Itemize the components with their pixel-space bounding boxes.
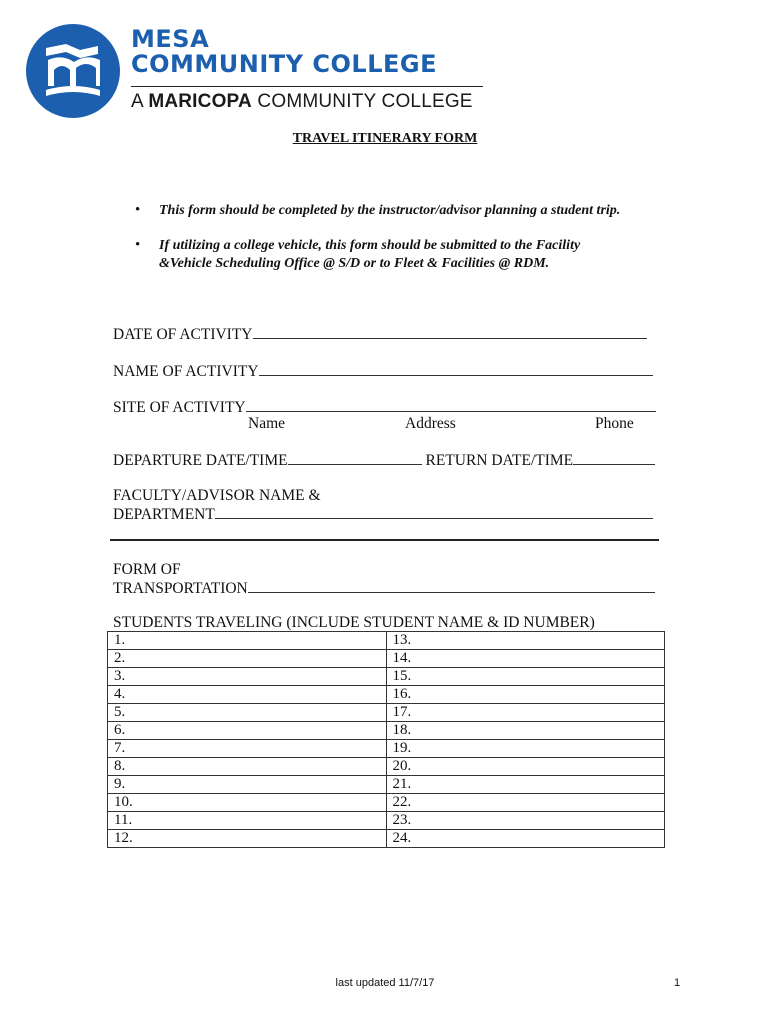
student-cell[interactable]: 5. xyxy=(108,704,387,722)
student-cell[interactable]: 21. xyxy=(386,776,665,794)
student-cell[interactable]: 4. xyxy=(108,686,387,704)
site-of-activity-label: SITE OF ACTIVITY xyxy=(113,399,246,416)
student-cell[interactable]: 14. xyxy=(386,650,665,668)
student-cell[interactable]: 12. xyxy=(108,830,387,848)
table-row xyxy=(108,686,665,704)
name-of-activity-field[interactable] xyxy=(113,362,653,381)
students-heading: STUDENTS TRAVELING (INCLUDE STUDENT NAME & ID NUMBER) xyxy=(113,614,595,631)
departure-return-row xyxy=(113,451,655,470)
faculty-blank[interactable] xyxy=(215,505,653,519)
student-cell[interactable]: 20. xyxy=(386,758,665,776)
student-cell[interactable]: 15. xyxy=(386,668,665,686)
transport-blank[interactable] xyxy=(248,579,655,593)
faculty-field[interactable] xyxy=(113,505,653,524)
departure-blank[interactable] xyxy=(288,451,422,465)
brand-name-line2: COMMUNITY COLLEGE xyxy=(131,50,437,78)
student-cell[interactable]: 22. xyxy=(386,794,665,812)
student-cell[interactable]: 2. xyxy=(108,650,387,668)
faculty-label-line2: DEPARTMENT xyxy=(113,506,215,523)
student-cell[interactable]: 8. xyxy=(108,758,387,776)
table-row xyxy=(108,668,665,686)
faculty-label-line1: FACULTY/ADVISOR NAME & xyxy=(113,487,321,504)
site-sub-name: Name xyxy=(248,415,286,432)
last-updated-note: last updated 11/7/17 xyxy=(335,977,435,989)
page-number: 1 xyxy=(674,977,681,989)
student-cell[interactable]: 9. xyxy=(108,776,387,794)
student-cell[interactable]: 23. xyxy=(386,812,665,830)
section-divider xyxy=(110,539,659,541)
table-row xyxy=(108,704,665,722)
date-of-activity-label: DATE OF ACTIVITY xyxy=(113,326,253,343)
bullet-icon: • xyxy=(135,202,141,218)
instruction-2: If utilizing a college vehicle, this form should be submitted to the Facility &Vehicle Scheduling Office @ S/D or to Fleet & Facilities @ RDM. xyxy=(159,238,581,271)
student-cell[interactable]: 6. xyxy=(108,722,387,740)
departure-label: DEPARTURE DATE/TIME xyxy=(113,452,288,469)
transport-label-line2: TRANSPORTATION xyxy=(113,580,248,597)
students-table xyxy=(107,631,665,848)
brand-subtitle xyxy=(131,90,473,114)
student-cell[interactable]: 1. xyxy=(108,632,387,650)
brand-sub-prefix: A xyxy=(131,91,149,112)
bullet-icon: • xyxy=(135,237,141,253)
table-row xyxy=(108,722,665,740)
mesa-landscape-logo-icon xyxy=(26,24,120,118)
student-cell[interactable]: 16. xyxy=(386,686,665,704)
brand-name-line1: MESA xyxy=(131,25,210,53)
return-blank[interactable] xyxy=(573,451,655,465)
return-label: RETURN DATE/TIME xyxy=(425,452,574,469)
table-row xyxy=(108,830,665,848)
date-of-activity-field[interactable] xyxy=(113,325,647,344)
table-row xyxy=(108,812,665,830)
table-row xyxy=(108,632,665,650)
table-row xyxy=(108,758,665,776)
student-cell[interactable]: 17. xyxy=(386,704,665,722)
date-of-activity-blank[interactable] xyxy=(253,325,647,339)
table-row xyxy=(108,740,665,758)
site-of-activity-blank[interactable] xyxy=(246,398,656,412)
brand-divider xyxy=(131,86,483,87)
name-of-activity-label: NAME OF ACTIVITY xyxy=(113,363,259,380)
student-cell[interactable]: 24. xyxy=(386,830,665,848)
table-row xyxy=(108,776,665,794)
table-row xyxy=(108,650,665,668)
student-cell[interactable]: 19. xyxy=(386,740,665,758)
name-of-activity-blank[interactable] xyxy=(259,362,653,376)
site-sub-phone: Phone xyxy=(595,415,634,432)
brand-sub-bold: MARICOPA xyxy=(148,91,252,112)
instruction-1: This form should be completed by the instructor/advisor planning a student trip. xyxy=(159,203,621,218)
brand-sub-suffix: COMMUNITY COLLEGE xyxy=(251,91,473,112)
student-cell[interactable]: 11. xyxy=(108,812,387,830)
student-cell[interactable]: 7. xyxy=(108,740,387,758)
site-sub-address: Address xyxy=(405,415,456,432)
transport-field[interactable] xyxy=(113,579,655,598)
student-cell[interactable]: 3. xyxy=(108,668,387,686)
site-of-activity-field[interactable] xyxy=(113,398,656,417)
student-cell[interactable]: 13. xyxy=(386,632,665,650)
table-row xyxy=(108,794,665,812)
form-title: TRAVEL ITINERARY FORM xyxy=(292,131,478,146)
student-cell[interactable]: 10. xyxy=(108,794,387,812)
transport-label-line1: FORM OF xyxy=(113,561,181,578)
student-cell[interactable]: 18. xyxy=(386,722,665,740)
